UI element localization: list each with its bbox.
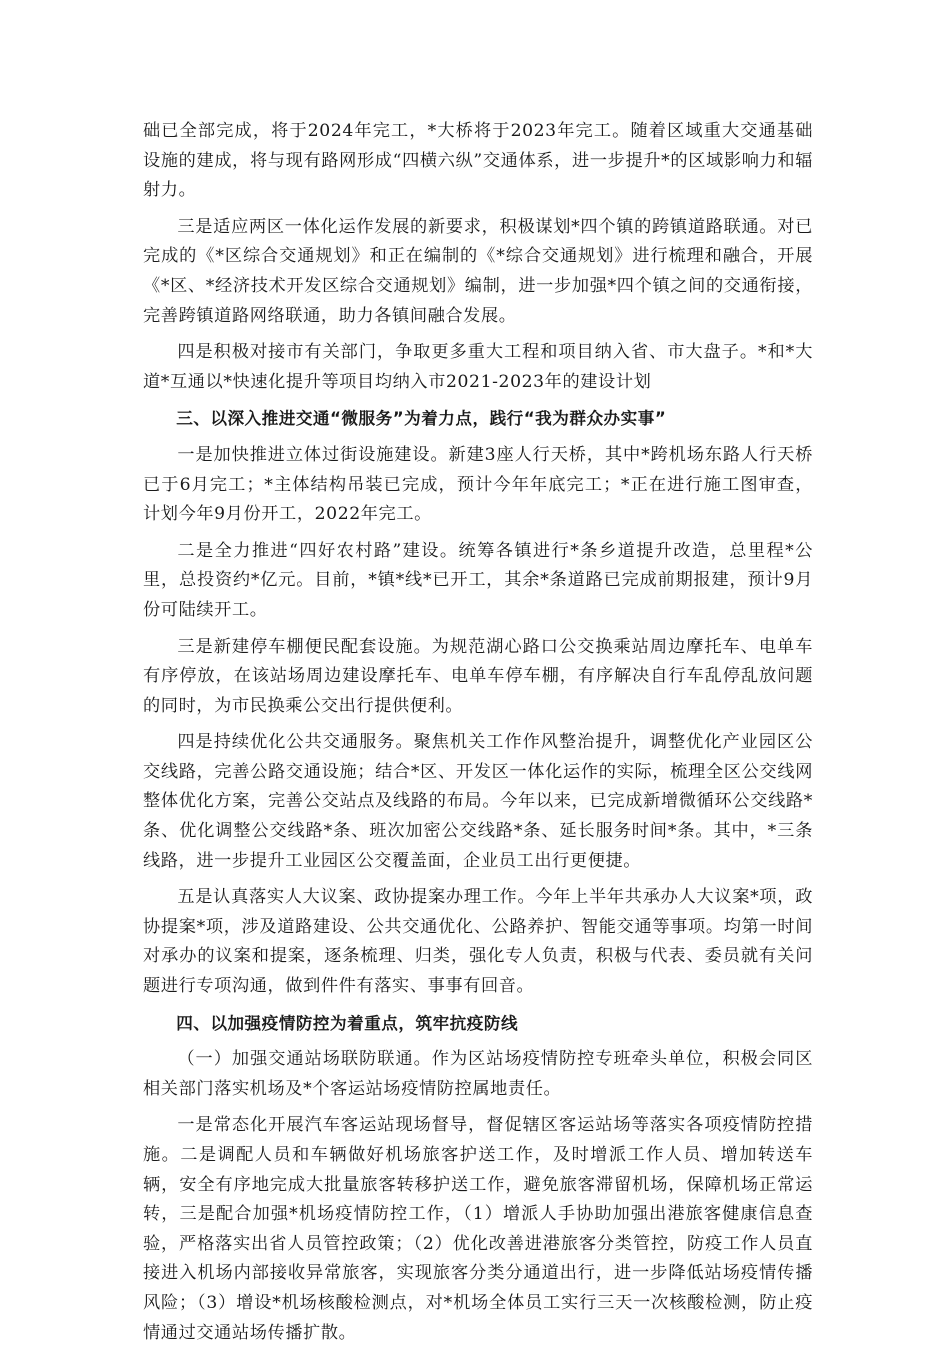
paragraph-epidemic-measures: 一是常态化开展汽车客运站现场督导，督促辖区客运站场等落实各项疫情防控措施。二是调配人员和车辆做好机场旅客护送工作，及时增派工作人员、增加转送车辆，安全有序地完成大批量旅客转移护送工作，避免旅客滞留机场，保障机场正常运转，三是配合加强*机场疫情防控工作，（1）增派人手协助加强出港旅客健康信息查验，严格落实出省人员管控政策；（2）优化改善进港旅客分类管控，防疫工作人员直接进入机场内部接收异常旅客，实现旅客分类分通道出行，进一步降低站场疫情传播风险；（3）增设*机场核酸检测点，对*机场全体员工实行三天一次核酸检测，防止疫情通过交通站场传播扩散。 [143, 1115, 813, 1343]
paragraph-footbridges: 一是加快推进立体过街设施建设。新建3座人行天桥，其中*跨机场东路人行天桥已于6月完工；*主体结构吊装已完成，预计今年年底完工；*正在进行施工图审查，计划今年9月份开工，2022年完工。 [143, 444, 813, 525]
paragraph-proposals: 五是认真落实人大议案、政协提案办理工作。今年上半年共承办人大议案*项，政协提案*项，涉及道路建设、公共交通优化、公路养护、智能交通等事项。均第一时间对承办的议案和提案，逐条梳理、归类，强化专人负责，积极与代表、委员就有关问题进行专项沟通，做到件件有落实、事事有回音。 [143, 887, 813, 997]
paragraph-major-projects: 四是积极对接市有关部门，争取更多重大工程和项目纳入省、市大盘子。*和*大道*互通以*快速化提升等项目均纳入市2021-2023年的建设计划 [143, 342, 813, 392]
paragraph-continuation: 础已全部完成，将于2024年完工，*大桥将于2023年完工。随着区域重大交通基础设施的建成，将与现有路网形成“四横六纵”交通体系，进一步提升*的区域影响力和辐射力。 [143, 121, 813, 201]
paragraph-cross-town-roads: 三是适应两区一体化运作发展的新要求，积极谋划*四个镇的跨镇道路联通。对已完成的《*区综合交通规划》和正在编制的《*综合交通规划》进行梳理和融合，开展《*区、*经济技术开发区综合交通规划》编制，进一步加强*四个镇之间的交通衔接，完善跨镇道路网络联通，助力各镇间融合发展。 [143, 216, 813, 326]
paragraph-public-transit: 四是持续优化公共交通服务。聚焦机关工作作风整治提升，调整优化产业园区公交线路，完善公路交通设施；结合*区、开发区一体化运作的实际，梳理全区公交线网整体优化方案，完善公交站点及线路的布局。今年以来，已完成新增微循环公交线路*条、优化调整公交线路*条、班次加密公交线路*条、延长服务时间*条。其中，*三条线路，进一步提升工业园区公交覆盖面，企业员工出行更便捷。 [143, 732, 813, 871]
section-heading-4: 四、以加强疫情防控为着重点，筑牢抗疫防线 [176, 1013, 519, 1033]
document-page [143, 117, 813, 1355]
paragraph-rural-roads: 二是全力推进“四好农村路”建设。统筹各镇进行*条乡道提升改造，总里程*公里，总投资约*亿元。目前，*镇*线*已开工，其余*条道路已完成前期报建，预计9月份可陆续开工。 [143, 540, 813, 620]
paragraph-joint-prevention: （一）加强交通站场联防联通。作为区站场疫情防控专班牵头单位，积极会同区相关部门落实机场及*个客运站场疫情防控属地责任。 [143, 1049, 813, 1099]
paragraph-parking-sheds: 三是新建停车棚便民配套设施。为规范湖心路口公交换乘站周边摩托车、电单车有序停放，在该站场周边建设摩托车、电单车停车棚，有序解决自行车乱停乱放问题的同时，为市民换乘公交出行提供便利。 [143, 636, 813, 716]
section-heading-3: 三、以深入推进交通“微服务”为着力点，践行“我为群众办实事” [176, 409, 667, 429]
